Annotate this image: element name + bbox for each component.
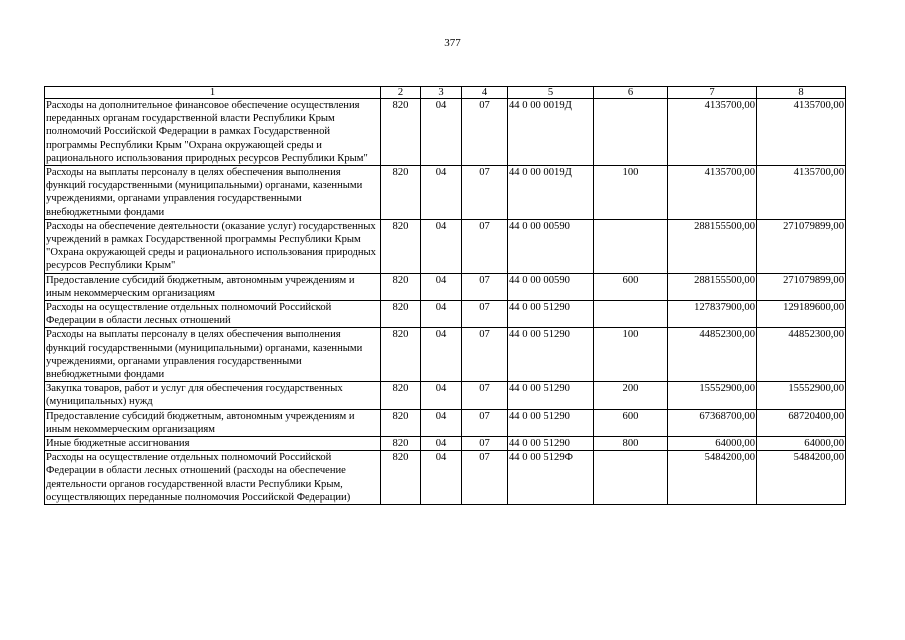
amount-col8: 68720400,00 [757,409,846,436]
expense-type-code: 600 [594,273,668,300]
column-header: 1 [45,87,381,99]
expense-name: Расходы на выплаты персоналу в целях обеспечения выполнения функций государственными (муниципальными) органами, казенными учреждениями, органами управления государственными внебюджетными фондами [45,166,381,220]
ministry-code: 820 [381,328,421,382]
subsection-code: 07 [462,273,508,300]
expense-name: Расходы на дополнительное финансовое обеспечение осуществления переданных органам государственной власти Республики Крым полномочий Российской Федерации в рамках Государственной программы Республики Крым "Охрана окружающей среды и рационального использования природных ресурсов Республики Крым" [45,99,381,166]
subsection-code: 07 [462,328,508,382]
amount-col8: 271079899,00 [757,219,846,273]
page-number: 377 [444,37,461,49]
amount-col7: 4135700,00 [668,99,757,166]
section-code: 04 [421,99,462,166]
expense-name: Расходы на обеспечение деятельности (оказание услуг) государственных учреждений в рамках Государственной программы Республики Крым "Охрана окружающей среды и рационального использования природных ресурсов Республики Крым" [45,219,381,273]
amount-col8: 44852300,00 [757,328,846,382]
column-header: 2 [381,87,421,99]
expense-type-code: 100 [594,166,668,220]
table-row [45,219,846,273]
column-header: 7 [668,87,757,99]
column-header: 4 [462,87,508,99]
column-header: 3 [421,87,462,99]
table-row [45,301,846,328]
subsection-code: 07 [462,409,508,436]
amount-col8: 64000,00 [757,437,846,451]
table-row [45,451,846,505]
section-code: 04 [421,166,462,220]
amount-col8: 15552900,00 [757,382,846,409]
target-article-code: 44 0 00 51290 [508,301,594,328]
amount-col8: 4135700,00 [757,166,846,220]
expense-type-code [594,451,668,505]
amount-col8: 271079899,00 [757,273,846,300]
section-code: 04 [421,273,462,300]
expense-name: Расходы на выплаты персоналу в целях обеспечения выполнения функций государственными (муниципальными) органами, казенными учреждениями, органами управления государственными внебюджетными фондами [45,328,381,382]
table-row [45,409,846,436]
target-article-code: 44 0 00 51290 [508,409,594,436]
target-article-code: 44 0 00 00590 [508,219,594,273]
section-code: 04 [421,219,462,273]
table-row [45,328,846,382]
amount-col7: 5484200,00 [668,451,757,505]
expense-type-code: 600 [594,409,668,436]
amount-col8: 5484200,00 [757,451,846,505]
expense-name: Иные бюджетные ассигнования [45,437,381,451]
ministry-code: 820 [381,219,421,273]
ministry-code: 820 [381,99,421,166]
expense-name: Расходы на осуществление отдельных полномочий Российской Федерации в области лесных отношений (расходы на обеспечение деятельности органов государственной власти Республики Крым, осуществляющих переданные полномочия Российской Федерации) [45,451,381,505]
ministry-code: 820 [381,166,421,220]
column-header: 8 [757,87,846,99]
amount-col7: 127837900,00 [668,301,757,328]
ministry-code: 820 [381,437,421,451]
ministry-code: 820 [381,451,421,505]
target-article-code: 44 0 00 51290 [508,328,594,382]
amount-col7: 44852300,00 [668,328,757,382]
ministry-code: 820 [381,301,421,328]
amount-col7: 288155500,00 [668,273,757,300]
expense-name: Предоставление субсидий бюджетным, автономным учреждениям и иным некоммерческим организациям [45,409,381,436]
amount-col7: 4135700,00 [668,166,757,220]
table-row [45,382,846,409]
subsection-code: 07 [462,301,508,328]
amount-col7: 67368700,00 [668,409,757,436]
target-article-code: 44 0 00 51290 [508,437,594,451]
section-code: 04 [421,437,462,451]
target-article-code: 44 0 00 0019Д [508,99,594,166]
budget-table [44,86,846,505]
amount-col7: 64000,00 [668,437,757,451]
target-article-code: 44 0 00 51290 [508,382,594,409]
table-row [45,166,846,220]
expense-type-code [594,301,668,328]
column-header: 6 [594,87,668,99]
section-code: 04 [421,409,462,436]
subsection-code: 07 [462,451,508,505]
amount-col7: 288155500,00 [668,219,757,273]
subsection-code: 07 [462,166,508,220]
expense-type-code [594,219,668,273]
table-row [45,273,846,300]
ministry-code: 820 [381,273,421,300]
expense-name: Предоставление субсидий бюджетным, автономным учреждениям и иным некоммерческим организациям [45,273,381,300]
section-code: 04 [421,328,462,382]
column-header: 5 [508,87,594,99]
target-article-code: 44 0 00 00590 [508,273,594,300]
amount-col7: 15552900,00 [668,382,757,409]
expense-type-code: 200 [594,382,668,409]
subsection-code: 07 [462,219,508,273]
table-row [45,99,846,166]
expense-name: Закупка товаров, работ и услуг для обеспечения государственных (муниципальных) нужд [45,382,381,409]
section-code: 04 [421,451,462,505]
target-article-code: 44 0 00 5129Ф [508,451,594,505]
table-row [45,437,846,451]
subsection-code: 07 [462,382,508,409]
target-article-code: 44 0 00 0019Д [508,166,594,220]
expense-type-code: 100 [594,328,668,382]
expense-type-code [594,99,668,166]
subsection-code: 07 [462,437,508,451]
amount-col8: 129189600,00 [757,301,846,328]
amount-col8: 4135700,00 [757,99,846,166]
header-row [45,87,846,99]
section-code: 04 [421,301,462,328]
section-code: 04 [421,382,462,409]
expense-type-code: 800 [594,437,668,451]
expense-name: Расходы на осуществление отдельных полномочий Российской Федерации в области лесных отношений [45,301,381,328]
ministry-code: 820 [381,382,421,409]
ministry-code: 820 [381,409,421,436]
subsection-code: 07 [462,99,508,166]
